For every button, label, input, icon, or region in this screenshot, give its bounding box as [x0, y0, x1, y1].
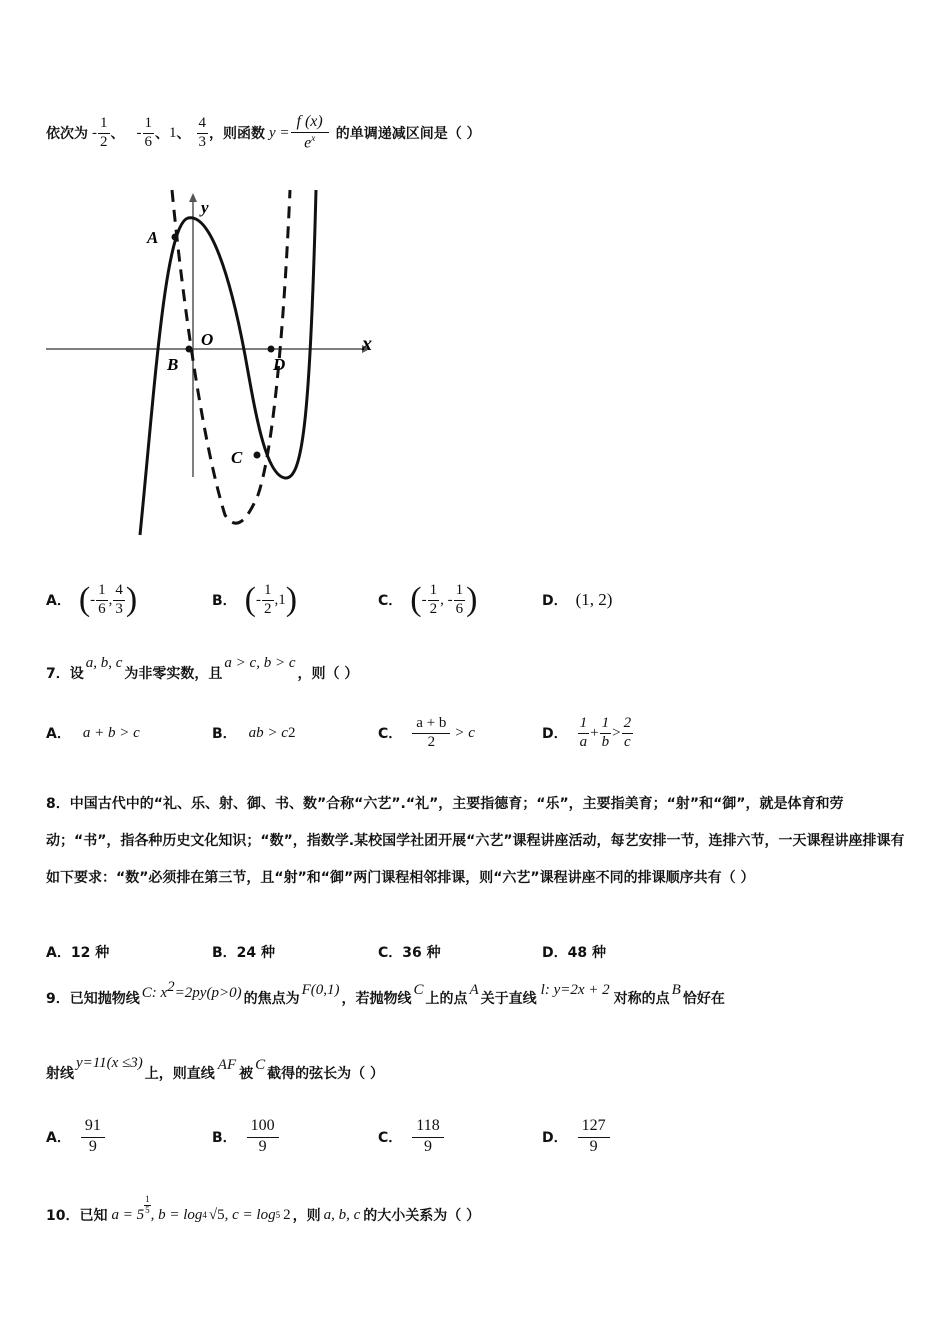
neg-sign: - — [136, 124, 142, 141]
label-o: O — [201, 330, 214, 349]
q8-option-b[interactable]: B．24 种 — [212, 945, 276, 961]
label-x: x — [362, 333, 372, 355]
q8-option-c[interactable]: C．36 种 — [378, 945, 441, 961]
option-label: A． — [46, 593, 71, 609]
q7-option-d[interactable]: D． $\frac{1}{a}$ + $\frac{1}{b}$ > $\frac{2}{c}$ — [542, 714, 632, 750]
q9-stem-line1: 9．已知抛物线 C: $x^2=2py(p>0)$ 的焦点为 F(0,1) ，若抛物线 C 上的点 A 关于直线 l: y=2x + 2 对称的点 B 恰好在 — [46, 978, 725, 1007]
point-d — [268, 346, 275, 353]
label-a: A — [147, 228, 159, 247]
q6-suffix: ，则函数 — [209, 126, 265, 142]
option-label: C． — [378, 593, 403, 609]
q6-tail: 的单调递减区间是（ ） — [335, 126, 481, 142]
fraction-4-3: $\frac{4}{3}$ — [198, 114, 206, 150]
q9-option-c[interactable]: C． $\frac{118}{9}$ — [378, 1112, 445, 1162]
q6-intro-line — [46, 103, 481, 163]
q9-option-d[interactable]: D． $\frac{127}{9}$ — [542, 1112, 611, 1162]
label-b: B — [167, 355, 179, 374]
point-b — [186, 346, 193, 353]
q8-stem: 8．中国古代中的“礼、乐、射、御、书、数”合称“六艺”.“礼”，主要指德育；“乐”，主要指美育；“射”和“御”，就是体育和劳动；“书”，指各种历史文化知识；“数”，指数学.某校国学社团开展“六艺”课程讲座活动，每艺安排一节，连排六节，一天课程讲座排课有如下要求：“数”必须排在第三节，且“射”和“御”两门课程相邻排课，则“六艺”课程讲座不同的排课顺序共有（ ） — [46, 796, 905, 886]
func-y: y = — [269, 124, 290, 141]
q7-stem: 7．设 a, b, c 为非零实数，且 a > c, b > c ，则（ ） — [46, 654, 359, 682]
label-y: y — [201, 198, 209, 217]
q6-option-d[interactable] — [542, 570, 612, 630]
label-d: D — [273, 355, 286, 374]
separator: 、 — [176, 126, 191, 142]
label-c: C — [231, 448, 243, 467]
separator: 、 — [110, 126, 125, 142]
fraction-1-2: $\frac{1}{2}$ — [100, 114, 108, 150]
q8-option-d[interactable]: D．48 种 — [542, 945, 606, 961]
option-text: (1, 2) — [575, 590, 613, 609]
point-a — [172, 234, 179, 241]
q6-option-a[interactable]: A． ( - $\frac{1}{6}$ , $\frac{4}{3}$ ) — [46, 581, 138, 618]
q6-option-c[interactable]: C． ( - $\frac{1}{2}$ , - $\frac{1}{6}$ ) — [378, 581, 478, 618]
option-label: B． — [212, 593, 237, 609]
function-graph — [40, 185, 400, 545]
neg-sign: - — [92, 124, 97, 141]
q10-stem: 10．已知 a = 5 $\frac{1}{5}$ , b = log 4 √5 , c = log 5 2 ，则 a, b, c 的大小关系为（ ） — [46, 1194, 481, 1224]
value-one: 1 — [169, 124, 177, 141]
separator: 、 — [155, 126, 169, 142]
q6-option-b[interactable]: B． ( - $\frac{1}{2}$ ,1 ) — [212, 581, 298, 618]
q9-stem-line2: 射线 y=11(x ≤3) 上，则直线 AF 被 C 截得的弦长为（ ） — [46, 1054, 385, 1082]
q9-option-a[interactable]: A． $\frac{91}{9}$ — [46, 1112, 106, 1162]
q7-option-c[interactable]: C． $\frac{a + b}{2}$ > c — [378, 714, 475, 750]
option-label: D． — [542, 593, 568, 609]
point-c — [254, 452, 261, 459]
q7-option-b[interactable]: B． ab > c 2 — [212, 724, 296, 742]
q9-option-b[interactable]: B． $\frac{100}{9}$ — [212, 1112, 280, 1162]
q7-option-a[interactable]: A． a + b > c — [46, 724, 140, 742]
y-axis-arrow — [189, 193, 197, 202]
q8-option-a[interactable]: A．12 种 — [46, 945, 110, 961]
fraction-1-6: $\frac{1}{6}$ — [144, 114, 152, 150]
q6-prefix: 依次为 — [46, 126, 88, 142]
func-fraction: $\frac{f (x)}{e^x}$ — [291, 114, 329, 153]
